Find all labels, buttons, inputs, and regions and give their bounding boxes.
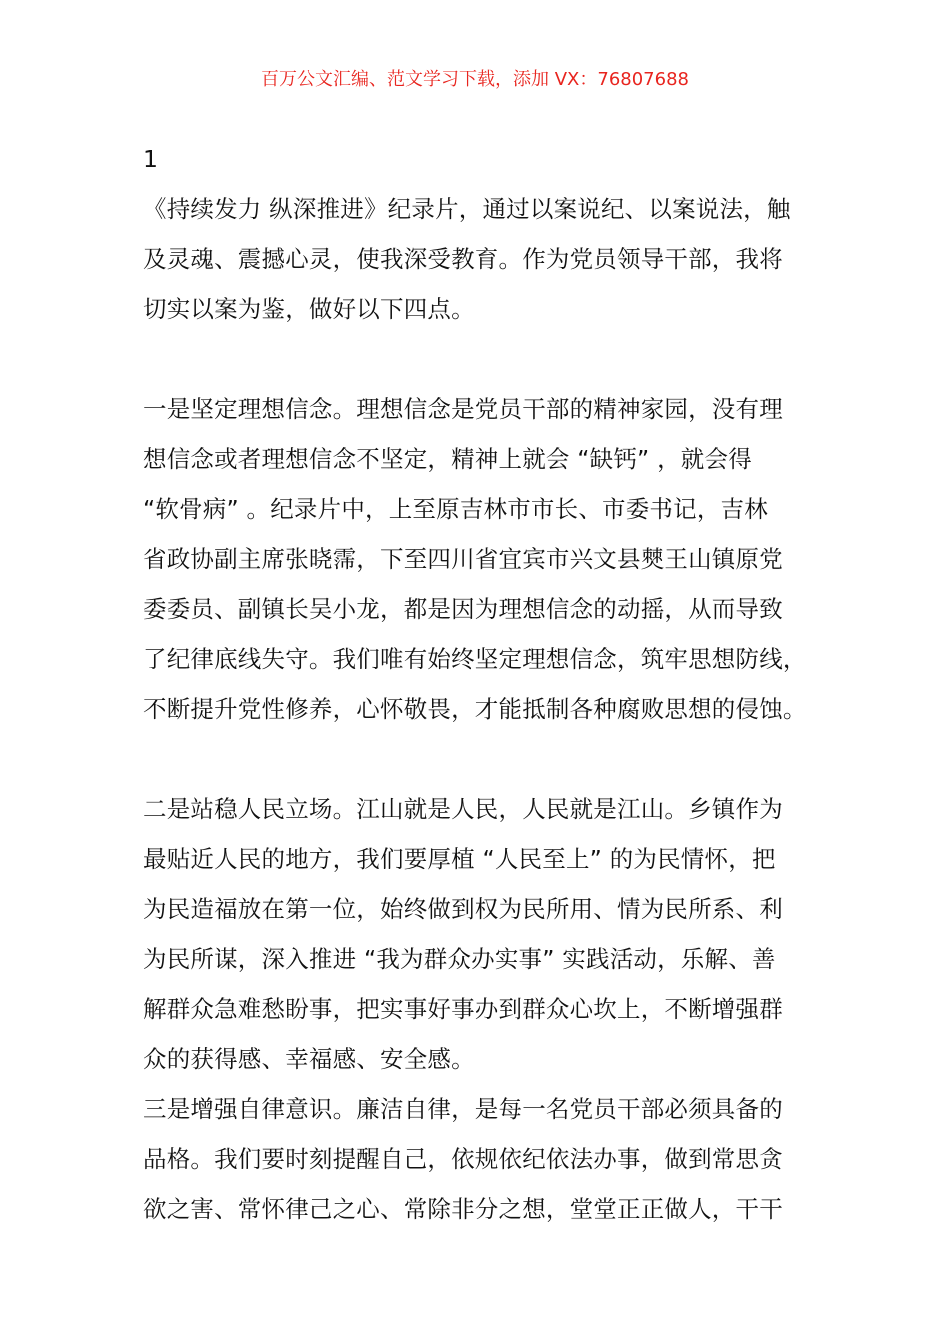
text-line: 众的获得感、幸福感、安全感。 — [143, 1045, 475, 1073]
text-line: 欲之害、常怀律己之心、常除非分之想，堂堂正正做人，干干 — [143, 1195, 783, 1223]
document-body — [143, 134, 831, 1234]
paragraph-intro — [143, 184, 831, 334]
text-line: 了纪律底线失守。我们唯有始终坚定理想信念，筑牢思想防线， — [143, 645, 807, 673]
text-line: “软骨病” 。纪录片中，上至原吉林市市长、市委书记，吉林 — [143, 495, 768, 523]
text-line: 想信念或者理想信念不坚定，精神上就会 “缺钙” ，就会得 — [143, 445, 752, 473]
page-number: 1 — [143, 145, 159, 173]
paragraph-point-2 — [143, 784, 831, 1084]
text-line: 最贴近人民的地方，我们要厚植 “人民至上” 的为民情怀，把 — [143, 845, 776, 873]
text-line: 二是站稳人民立场。江山就是人民，人民就是江山。乡镇作为 — [143, 795, 783, 823]
text-line: 品格。我们要时刻提醒自己，依规依纪依法办事，做到常思贪 — [143, 1145, 783, 1173]
text-line: 省政协副主席张晓霈，下至四川省宜宾市兴文县僰王山镇原党 — [143, 545, 783, 573]
text-line: 切实以案为鉴，做好以下四点。 — [143, 295, 475, 323]
paragraph-point-3 — [143, 1084, 831, 1234]
text-line: 三是增强自律意识。廉洁自律，是每一名党员干部必须具备的 — [143, 1095, 783, 1123]
text-line: 解群众急难愁盼事，把实事好事办到群众心坎上，不断增强群 — [143, 995, 783, 1023]
text-line: 《持续发力 纵深推进》纪录片，通过以案说纪、以案说法，触 — [143, 195, 791, 223]
text-line: 不断提升党性修养，心怀敬畏，才能抵制各种腐败思想的侵蚀。 — [143, 695, 807, 723]
header-banner: 百万公文汇编、范文学习下载，添加 VX：76807688 — [261, 69, 689, 90]
text-line: 委委员、副镇长吴小龙，都是因为理想信念的动摇，从而导致 — [143, 595, 783, 623]
paragraph-point-1 — [143, 384, 831, 734]
text-line: 一是坚定理想信念。理想信念是党员干部的精神家园，没有理 — [143, 395, 783, 423]
text-line: 为民所谋，深入推进 “我为群众办实事” 实践活动，乐解、善 — [143, 945, 776, 973]
text-line: 为民造福放在第一位，始终做到权为民所用、情为民所系、利 — [143, 895, 783, 923]
text-line: 及灵魂、震撼心灵，使我深受教育。作为党员领导干部，我将 — [143, 245, 783, 273]
